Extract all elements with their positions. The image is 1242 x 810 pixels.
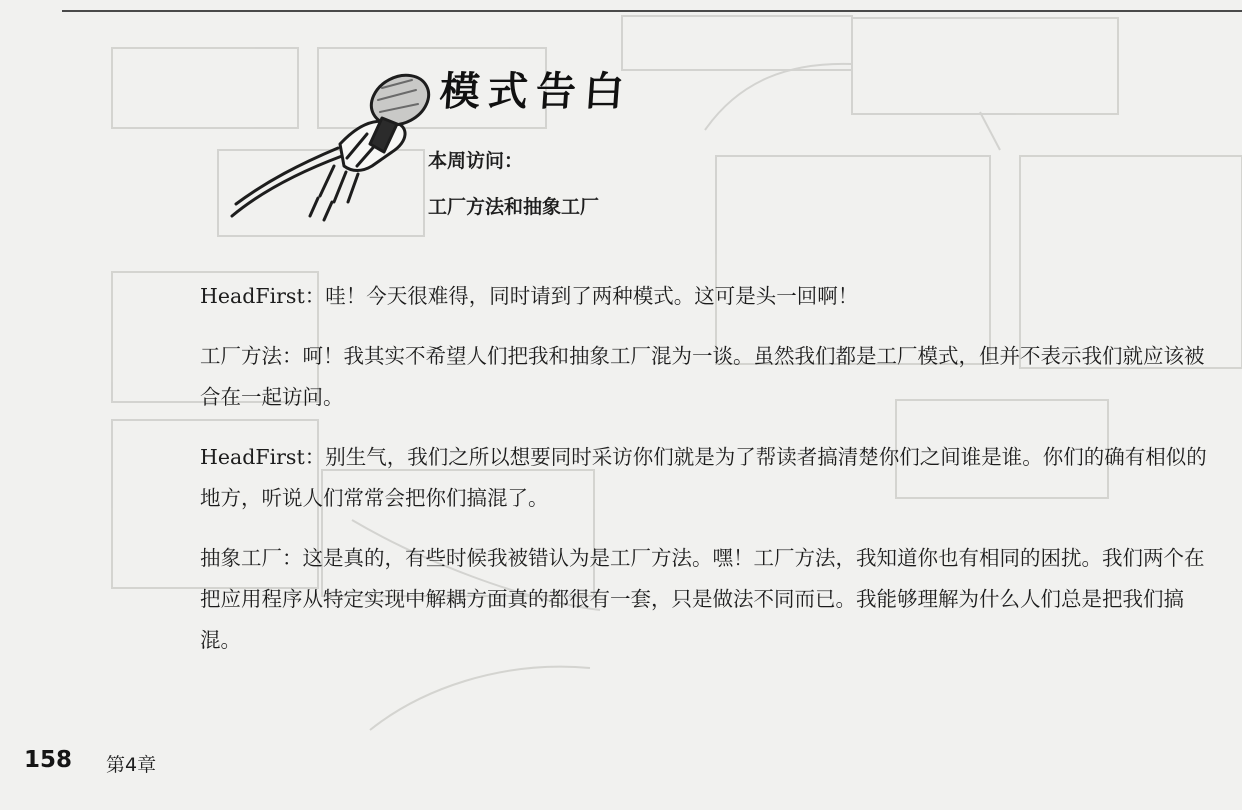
speaker-name: 抽象工厂 <box>200 546 282 570</box>
dialogue-section <box>200 276 1216 680</box>
dialogue-text: 别生气，我们之所以想要同时采访你们就是为了帮读者搞清楚你们之间谁是谁。你们的确有相似的地方，听说人们常常会把你们搞混了。 <box>200 445 1207 510</box>
dialogue-paragraph <box>200 276 1216 317</box>
dialogue-text: 这是真的，有些时候我被错认为是工厂方法。嘿！工厂方法，我知道你也有相同的困扰。我们两个在把应用程序从特定实现中解耦方面真的都很有一套，只是做法不同而已。我能够理解为什么人们总是把我们搞混。 <box>200 546 1205 652</box>
dialogue-text: 呵！我其实不希望人们把我和抽象工厂混为一谈。虽然我们都是工厂模式，但并不表示我们就应该被合在一起访问。 <box>200 344 1205 409</box>
dialogue-paragraph <box>200 538 1216 661</box>
speaker-name: HeadFirst <box>200 445 305 469</box>
speaker-name: 工厂方法 <box>200 344 282 368</box>
dialogue-text: 哇！今天很难得，同时请到了两种模式。这可是头一回啊！ <box>325 284 859 308</box>
dialogue-paragraph <box>200 336 1216 418</box>
guest-label: 本周访问： <box>428 150 524 172</box>
guest-names: 工厂方法和抽象工厂 <box>428 196 600 218</box>
interview-title: 模式告白 <box>438 69 634 115</box>
microphone-hand-icon <box>222 56 432 226</box>
speaker-name: HeadFirst <box>200 284 305 308</box>
chapter-label: 第4章 <box>106 754 157 776</box>
speaker-separator: ： <box>304 445 326 469</box>
speaker-separator: ： <box>282 344 303 368</box>
speaker-separator: ： <box>304 284 326 308</box>
page-number: 158 <box>24 747 73 773</box>
dialogue-paragraph <box>200 437 1216 519</box>
speaker-separator: ： <box>282 546 303 570</box>
